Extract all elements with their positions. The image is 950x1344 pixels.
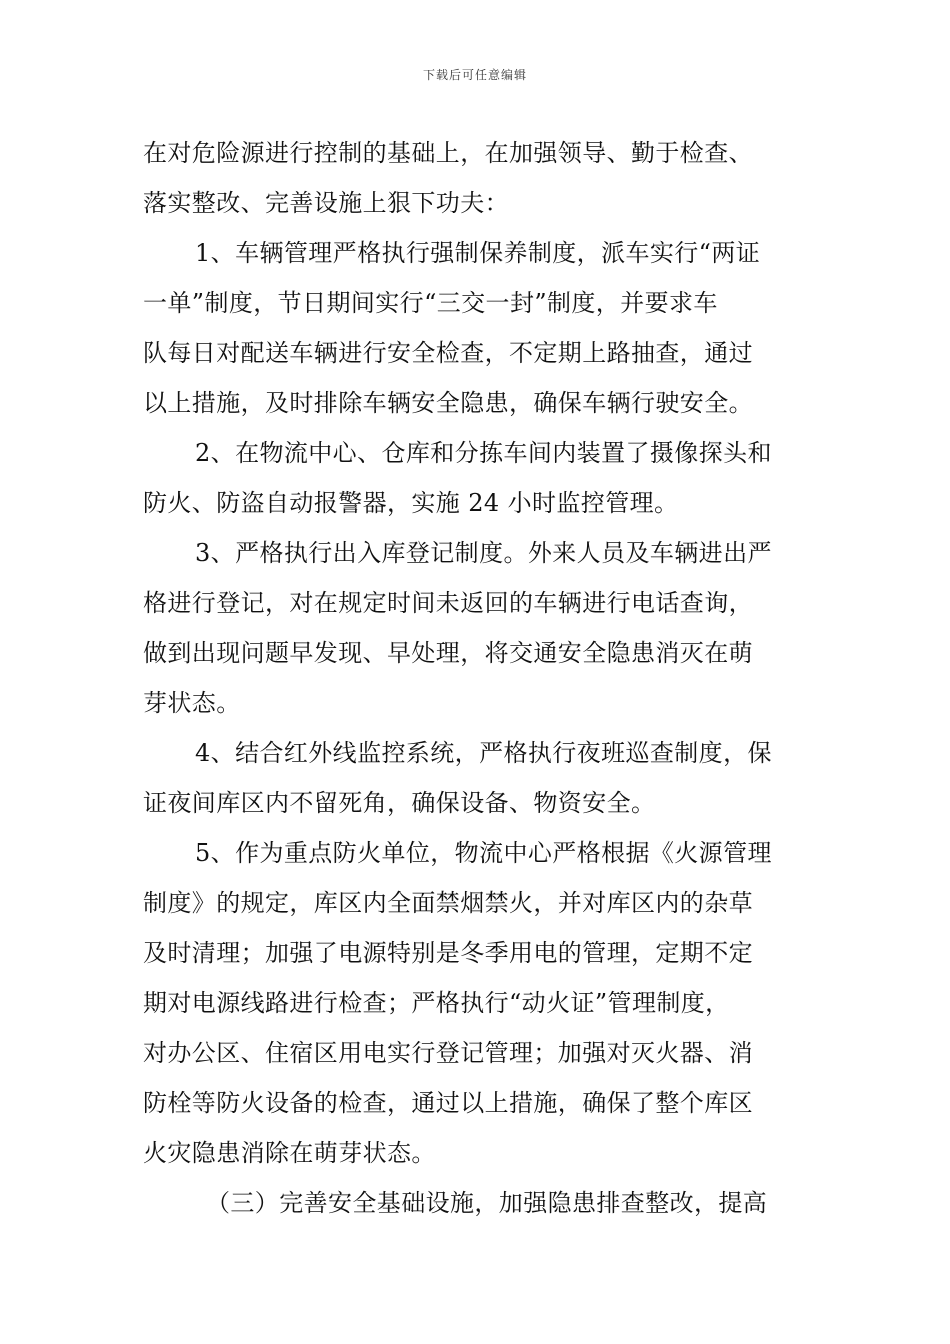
page-header: 下载后可任意编辑	[422, 68, 527, 82]
paragraph-item-5-start: 5、作为重点防火单位，物流中心严格根据《火源管理	[195, 839, 772, 867]
text-line: 防火、防盗自动报警器，实施 24 小时监控管理。	[143, 489, 679, 517]
paragraph-item-4-start: 4、结合红外线监控系统，严格执行夜班巡查制度，保	[195, 739, 772, 767]
section-heading-3: （三）完善安全基础设施，加强隐患排查整改，提高	[206, 1189, 768, 1217]
text-line: 证夜间库区内不留死角，确保设备、物资安全。	[143, 789, 656, 817]
text-line: 队每日对配送车辆进行安全检查，不定期上路抽查，通过	[143, 339, 753, 367]
text-line: 在对危险源进行控制的基础上，在加强领导、勤于检查、	[143, 139, 753, 167]
text-line: 以上措施，及时排除车辆安全隐患，确保车辆行驶安全。	[143, 389, 753, 417]
paragraph-item-2-start: 2、在物流中心、仓库和分拣车间内装置了摄像探头和	[195, 439, 772, 467]
text-line: 期对电源线路进行检查；严格执行“动火证”管理制度，	[143, 989, 730, 1017]
paragraph-item-1-start: 1、车辆管理严格执行强制保养制度，派车实行“两证	[195, 239, 761, 267]
text-line: 火灾隐患消除在萌芽状态。	[143, 1139, 436, 1167]
text-line: 做到出现问题早发现、早处理，将交通安全隐患消灭在萌	[143, 639, 753, 667]
text-line: 一单”制度，节日期间实行“三交一封”制度，并要求车	[143, 289, 718, 317]
text-line: 格进行登记，对在规定时间未返回的车辆进行电话查询，	[143, 589, 753, 617]
text-line: 落实整改、完善设施上狠下功夫：	[143, 189, 509, 217]
paragraph-item-3-start: 3、严格执行出入库登记制度。外来人员及车辆进出严	[195, 539, 772, 567]
text-line: 防栓等防火设备的检查，通过以上措施，确保了整个库区	[143, 1089, 753, 1117]
document-body	[143, 128, 811, 1228]
text-line: 及时清理；加强了电源特别是冬季用电的管理，定期不定	[143, 939, 753, 967]
text-line: 芽状态。	[143, 689, 241, 717]
text-line: 制度》的规定，库区内全面禁烟禁火，并对库区内的杂草	[143, 889, 753, 917]
text-line: 对办公区、住宿区用电实行登记管理；加强对灭火器、消	[143, 1039, 753, 1067]
